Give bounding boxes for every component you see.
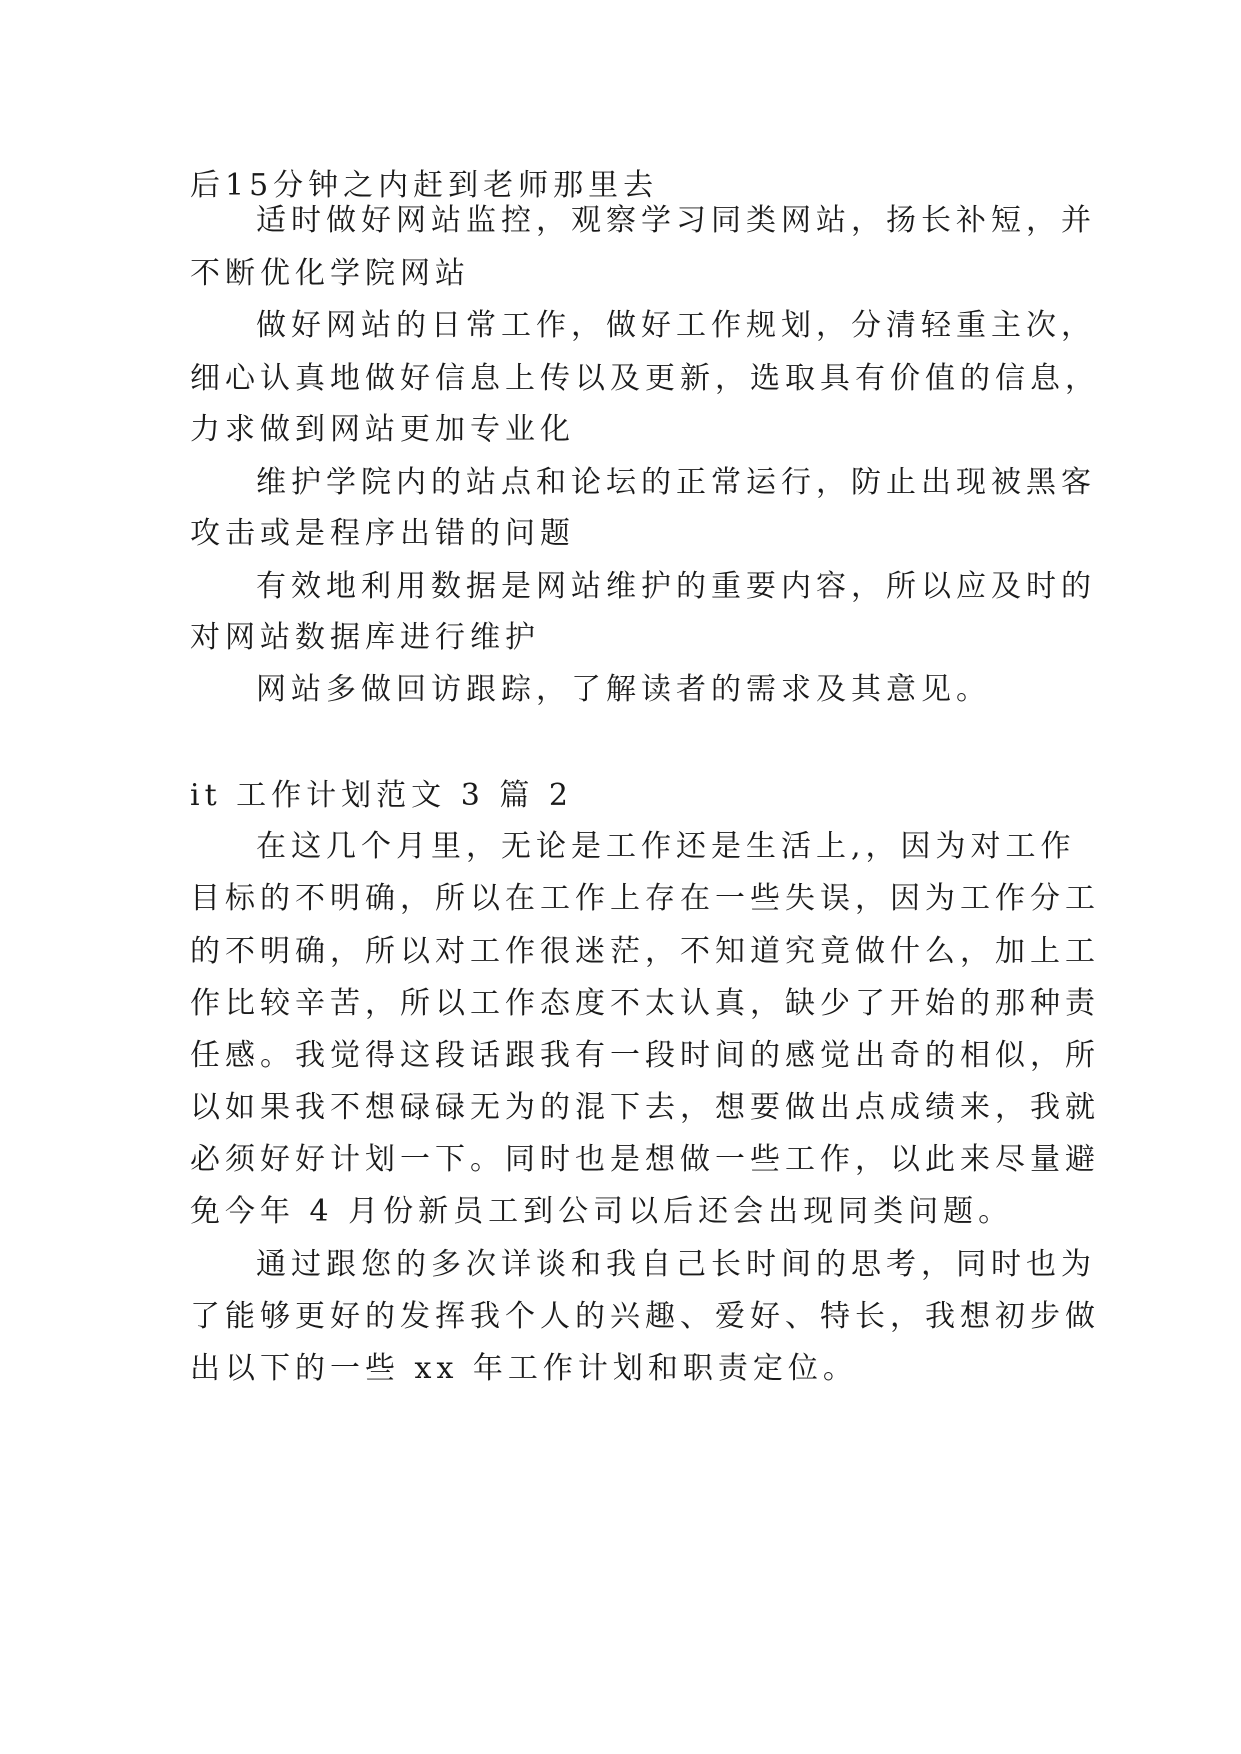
text-line: 了能够更好的发挥我个人的兴趣、爱好、特长，我想初步做	[190, 1299, 1100, 1334]
text-line: 对网站数据库进行维护	[190, 620, 540, 655]
text-line: 后15分钟之内赶到老师那里去	[190, 168, 659, 203]
text-line: 通过跟您的多次详谈和我自己长时间的思考，同时也为	[256, 1247, 1096, 1282]
text-line: 目标的不明确，所以在工作上存在一些失误，因为工作分工	[190, 881, 1100, 916]
text-line: 的不明确，所以对工作很迷茫，不知道究竟做什么，加上工	[190, 934, 1100, 969]
text-line: 出以下的一些 xx 年工作计划和职责定位。	[190, 1351, 858, 1386]
text-line: 以如果我不想碌碌无为的混下去，想要做出点成绩来，我就	[190, 1090, 1100, 1125]
text-line: 网站多做回访跟踪，了解读者的需求及其意见。	[256, 672, 991, 707]
text-line: 细心认真地做好信息上传以及更新，选取具有价值的信息，	[190, 361, 1100, 396]
text-line: 维护学院内的站点和论坛的正常运行，防止出现被黑客	[256, 465, 1096, 500]
text-line: 攻击或是程序出错的问题	[190, 516, 575, 551]
text-line: 不断优化学院网站	[190, 256, 470, 291]
text-line: 作比较辛苦，所以工作态度不太认真，缺少了开始的那种责	[190, 986, 1100, 1021]
text-line: 做好网站的日常工作，做好工作规划，分清轻重主次，	[256, 308, 1096, 343]
text-line: 必须好好计划一下。同时也是想做一些工作，以此来尽量避	[190, 1142, 1100, 1177]
text-line: 任感。我觉得这段话跟我有一段时间的感觉出奇的相似，所	[190, 1038, 1100, 1073]
text-line: 适时做好网站监控，观察学习同类网站，扬长补短，并	[256, 203, 1096, 238]
section-heading: it 工作计划范文 3 篇 2	[190, 778, 573, 813]
text-line: 免今年 4 月份新员工到公司以后还会出现同类问题。	[190, 1194, 1014, 1229]
text-line: 有效地利用数据是网站维护的重要内容，所以应及时的	[256, 569, 1096, 604]
text-line: 在这几个月里，无论是工作还是生活上,，因为对工作	[256, 829, 1076, 864]
text-line: 力求做到网站更加专业化	[190, 412, 575, 447]
